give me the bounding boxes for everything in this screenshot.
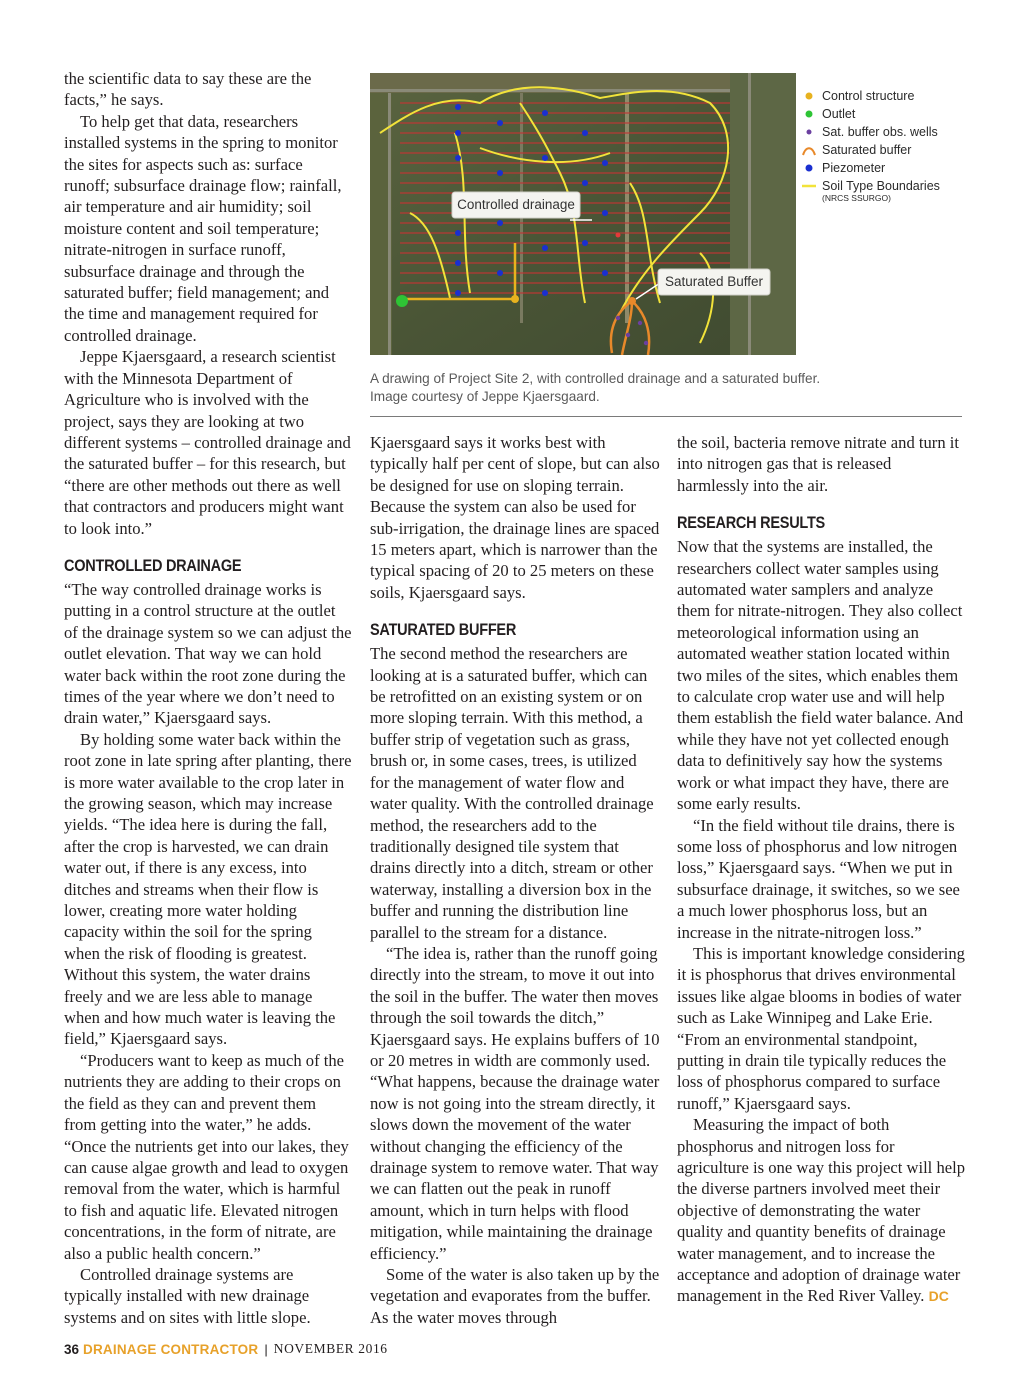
saturated-buffer-label: Saturated Buffer xyxy=(664,274,764,289)
blue-dot-icon xyxy=(802,161,816,175)
paragraph: the scientific data to say these are the facts,” he says. xyxy=(64,69,312,110)
green-dot-icon xyxy=(802,107,816,121)
controlled-drainage-label: Controlled drainage xyxy=(457,197,575,212)
section-heading: RESEARCH RESULTS xyxy=(677,514,825,533)
end-mark: DC xyxy=(928,1288,949,1305)
legend-item-control-structure xyxy=(802,87,972,105)
paragraph: “Producers want to keep as much of the nutrients they are adding to their crops on the field as they can and prevent them from getting into the water,” he adds. “Once the nutrients get into our lakes, they can cause algae growth and lead to oxygen removal from the water, which is harmful to fish and aquatic life. Elevated nitrogen concentrations, in the form of nitrate, are also a public health concern.” xyxy=(64,1050,349,1263)
legend-label: Control structure xyxy=(822,89,915,103)
paragraph: Some of the water is also taken up by the vegetation and evaporates from the buffer. As the water moves through xyxy=(370,1265,660,1327)
yellow-dot-icon xyxy=(802,89,816,103)
legend-item-piezometer xyxy=(802,159,972,177)
issue-date: NOVEMBER 2016 xyxy=(273,1341,388,1356)
caption-divider xyxy=(370,416,962,417)
aerial-site-map xyxy=(370,73,796,355)
section-heading: CONTROLLED DRAINAGE xyxy=(64,556,242,575)
article-column-3 xyxy=(677,432,965,1308)
paragraph: Controlled drainage systems are typically installed with new drainage systems and on sites with little slope. xyxy=(64,1264,311,1327)
legend-label: Piezometer xyxy=(822,161,886,175)
paragraph: To help get that data, researchers installed systems in the spring to monitor the sites for aspects such as: surface runoff; subsurface drainage flow; rainfall, air temperature and air humidity; soil moisture content and soil temperature; nitrate-nitrogen in surface runoff, subsurface drainage and through the saturated buffer; field management; and the time and management required for controlled drainage. xyxy=(64,111,342,345)
paragraph: the soil, bacteria remove nitrate and turn it into nitrogen gas that is released harmlessly into the air. xyxy=(677,433,959,495)
paragraph: “The idea is, rather than the runoff going directly into the stream, to move it out into the soil in the buffer. The water then moves through the soil towards the ditch,” Kjaersgaard says. He explains buffers of 10 or 20 metres in width are commonly used. “What happens, because the drainage water now is not going into the stream directly, it slows down the movement of the water without changing the efficiency of the drainage system to remove water. That way we can flatten out the peak in runoff amount, which in turn helps with flood mitigation, while maintaining the drainage efficiency.” xyxy=(370,943,660,1263)
legend-label: Saturated buffer xyxy=(822,143,912,157)
paragraph: The second method the researchers are looking at is a saturated buffer, which can be retrofitted on an existing system or on more sloping terrain. With this method, a buffer strip of vegetation such as grass, brush or, in some cases, trees, is utilized for the management of water flow and water quality. With the controlled drainage method, the researchers add to the traditionally designed tile system that drains directly into a ditch, stream or other waterway, installing a diversion box in the buffer and running the distribution line parallel to the stream for a distance. xyxy=(370,644,654,942)
paragraph: Jeppe Kjaersgaard, a research scientist with the Minnesota Department of Agriculture who is involved with the project, says they are looking at two different systems – controlled drainage and the saturated buffer – for this research, but “there are other methods out there as well that contractors and producers might want to look into.” xyxy=(64,347,351,538)
figure-caption xyxy=(370,370,960,406)
purple-dot-icon xyxy=(802,125,816,139)
paragraph: Now that the systems are installed, the researchers collect water samples using automated water samplers and analyze them for nitrate-nitrogen. They also collect meteorological information using an automated weather station located within two miles of the sites, which enables them to calculate crop water use and will help them establish the field water balance. And while they have not yet collected enough data to definitively say how the systems work or what impact they have, there are some early results. xyxy=(677,537,964,814)
site-map-drawing xyxy=(370,73,796,355)
legend-note: (NRCS SSURGO) xyxy=(822,193,891,203)
paragraph: “The way controlled drainage works is putting in a control structure at the outlet of the drainage system so we can adjust the outlet elevation. That way we can hold water back within the root zone during the times of the year where we don’t need to drain water,” Kjaersgaard says. xyxy=(64,579,352,728)
paragraph: Kjaersgaard says it works best with typically half per cent of slope, but can also be designed for use on sloping terrain. Because the system can also be used for sub-irrigation, the drainage lines are spaced 15 meters apart, which is narrower than the typical spacing of 20 to 25 meters on these soils, Kjaersgaard says. xyxy=(370,433,660,602)
section-heading: SATURATED BUFFER xyxy=(370,621,517,640)
map-legend xyxy=(802,87,972,203)
caption-line: A drawing of Project Site 2, with controlled drainage and a saturated buffer. xyxy=(370,371,821,386)
paragraph: By holding some water back within the root zone in late spring after planting, there is more water available to the crop later in the growing season, which may increase yields. “The idea here is during the fall, after the crop is harvested, we can drain water out, if there is any excess, into ditches and streams when their flow is lower, creating more water holding capacity within the soil for the spring when the risk of flooding is greatest. Without this system, the water drains freely and we are less able to manage when and how much water is leaving the field,” Kjaersgaard says. xyxy=(64,729,352,1049)
legend-item-sat-buffer-wells xyxy=(802,123,972,141)
page-number: 36 xyxy=(64,1341,80,1357)
page-footer xyxy=(64,1341,388,1357)
paragraph: This is important knowledge considering it is phosphorus that drives environmental issues like algae blooms in bodies of water such as Lake Winnipeg and Lake Erie. “From an environmental standpoint, putting in drain tile typically reduces the loss of phosphorus compared to surface runoff,” Kjaersgaard says. xyxy=(677,943,965,1113)
footer-separator: | xyxy=(264,1341,268,1357)
paragraph-text: Measuring the impact of both phosphorus and nitrogen loss for agriculture is one way this project will help the diverse partners involved meet their objective of demonstrating the water quality and quantity benefits of drainage water management, and to increase the acceptance and adoption of drainage water management in the Red River Valley. xyxy=(677,1115,966,1306)
legend-item-outlet xyxy=(802,105,972,123)
legend-label: Outlet xyxy=(822,107,856,121)
paragraph-final xyxy=(677,1114,965,1308)
legend-label: Soil Type Boundaries xyxy=(822,179,940,193)
legend-label: Sat. buffer obs. wells xyxy=(822,125,938,139)
legend-item-saturated-buffer xyxy=(802,141,972,159)
article-column-2 xyxy=(370,432,660,1328)
orange-curve-icon xyxy=(802,143,816,157)
yellow-line-icon xyxy=(802,179,816,193)
caption-line: Image courtesy of Jeppe Kjaersgaard. xyxy=(370,389,600,404)
magazine-name: DRAINAGE CONTRACTOR xyxy=(83,1341,259,1357)
article-column-1 xyxy=(64,68,352,1328)
paragraph: “In the field without tile drains, there is some loss of phosphorus and low nitrogen loss,” Kjaersgaard says. “When we put in subsurface drainage, it switches, so we see a much lower phosphorus loss, but an increase in the nitrate-nitrogen loss.” xyxy=(677,815,960,942)
